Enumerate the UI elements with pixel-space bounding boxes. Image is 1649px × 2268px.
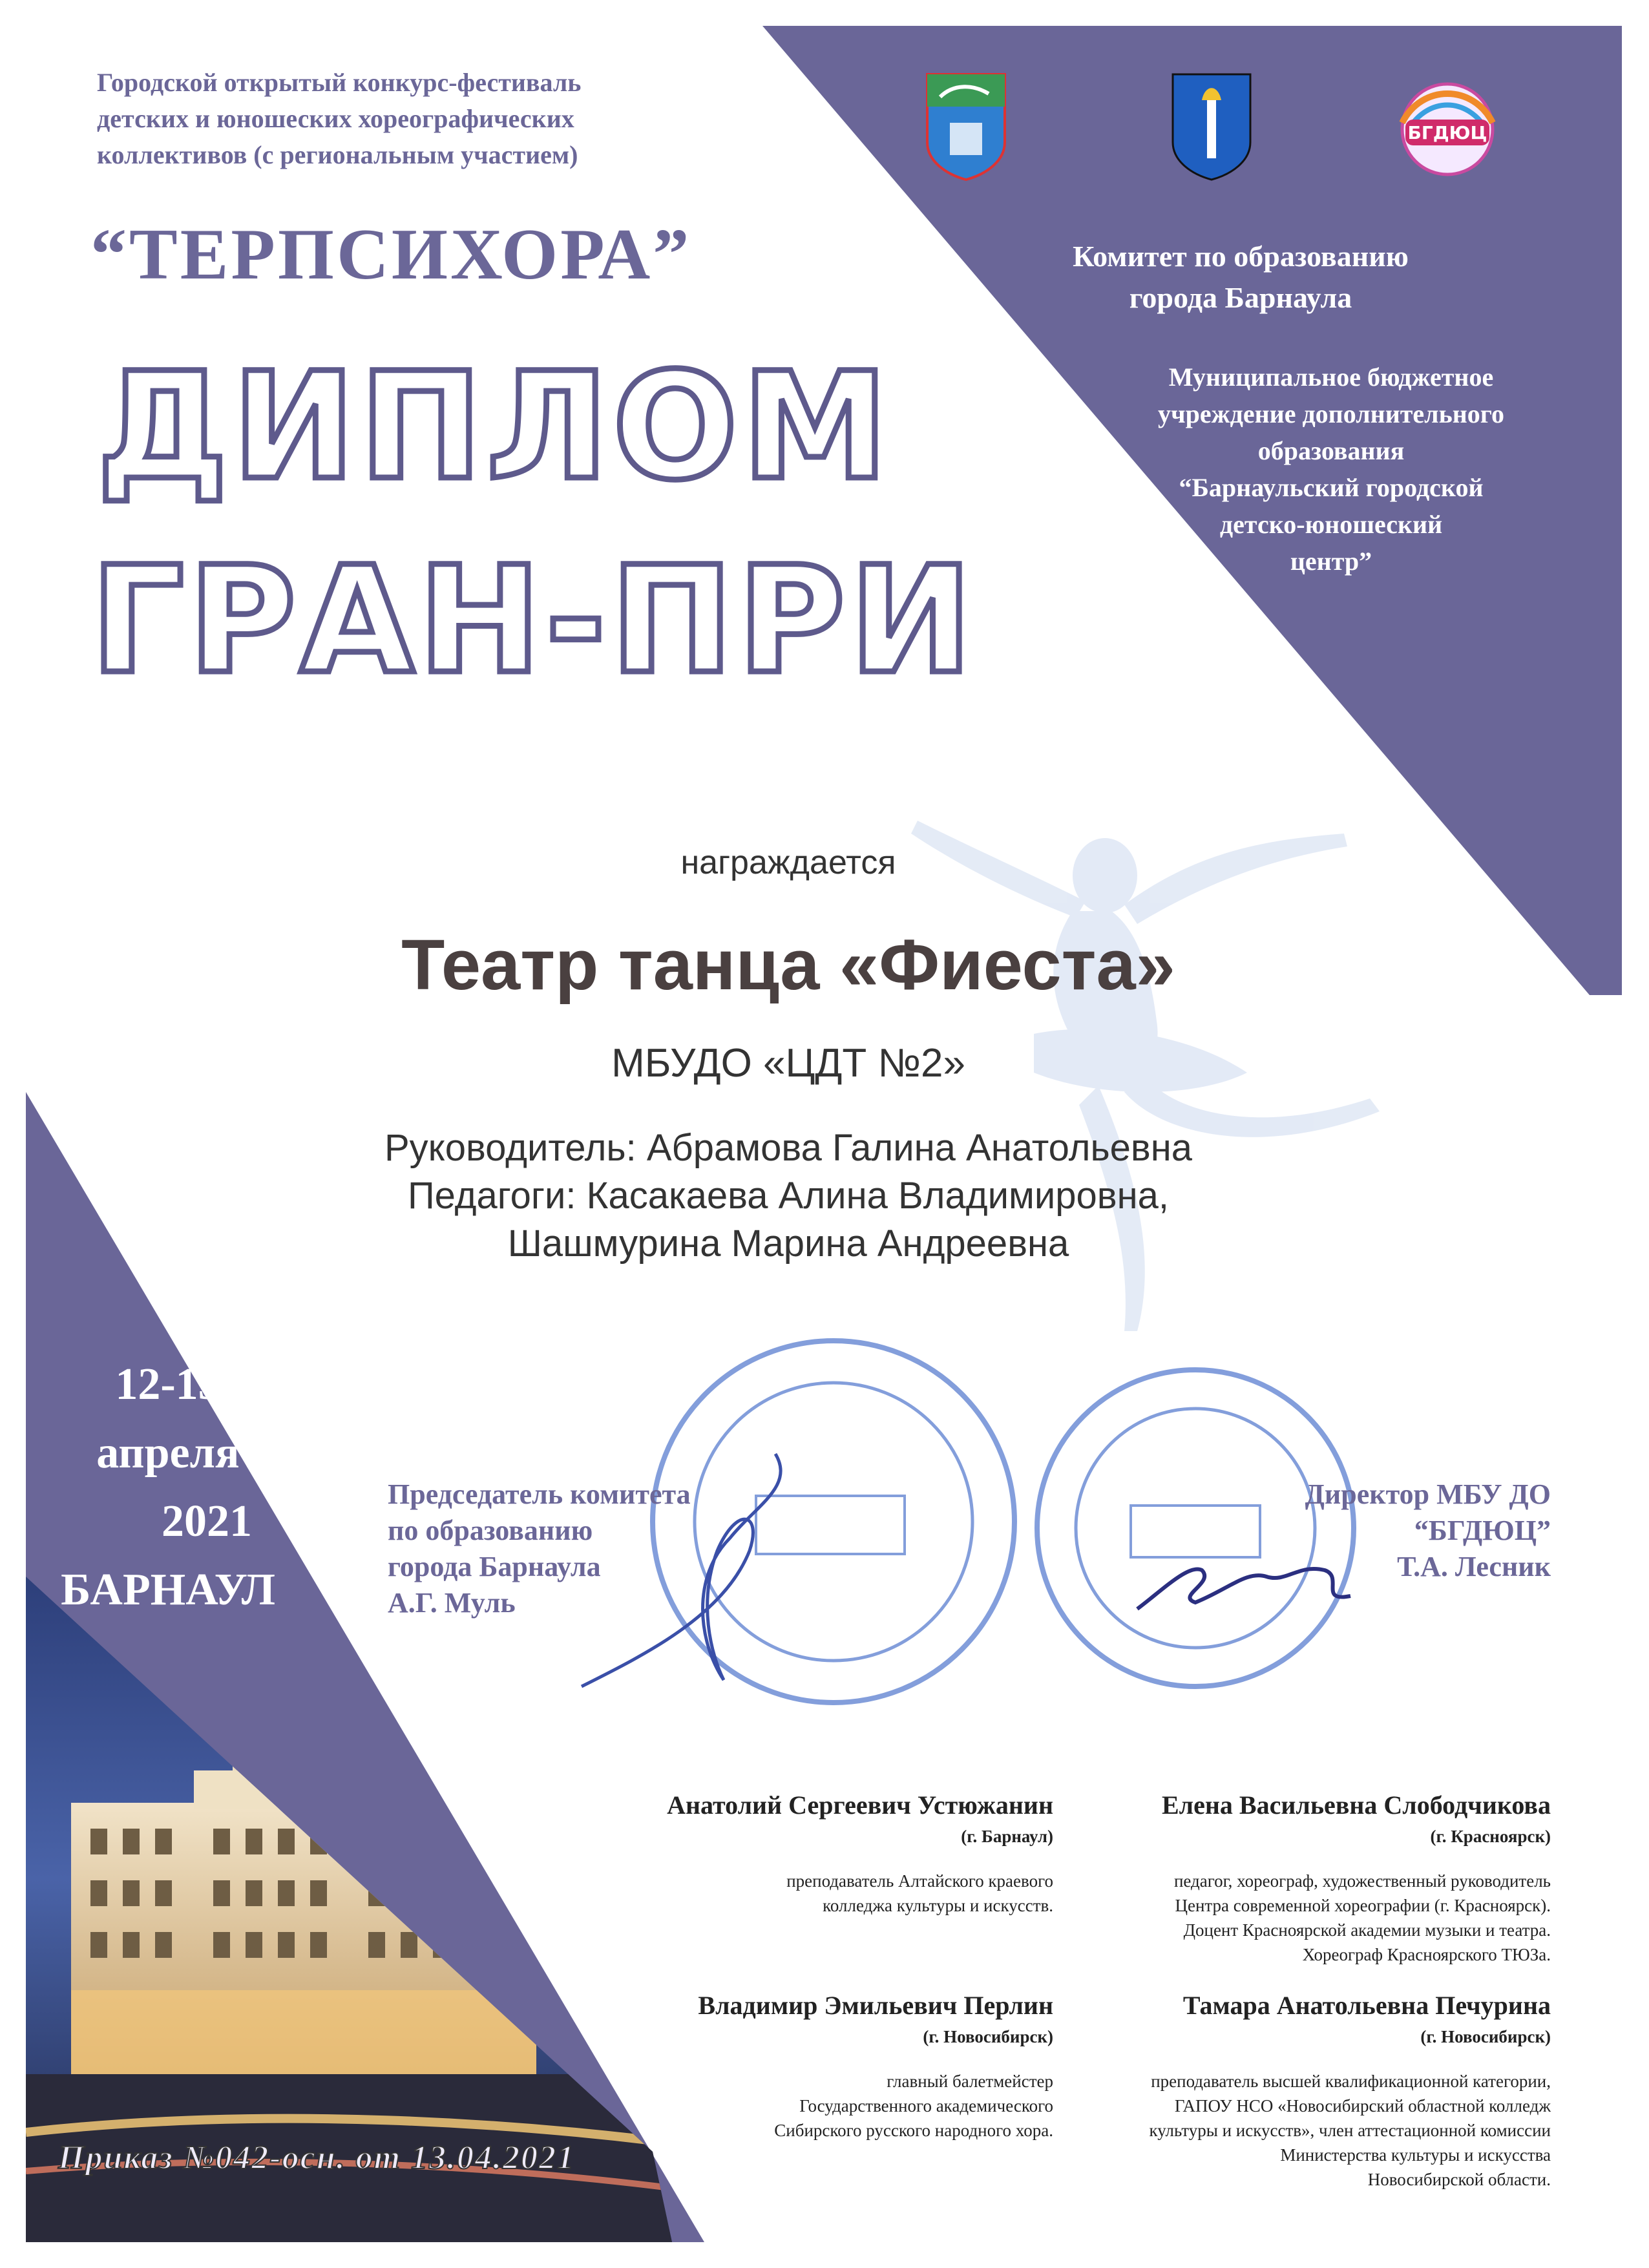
jury-name: Анатолий Сергеевич Устюжанин [667, 1790, 1053, 1820]
jury-description: главный балетмейстер Государственного академического Сибирского русского народного хора. [774, 2072, 1053, 2140]
jury-member [536, 1790, 1053, 1918]
teachers-line-2: Шашмурина Марина Андреевна [507, 1223, 1069, 1265]
jury-description: преподаватель высшей квалификационной категории, ГАПОУ НСО «Новосибирский областной колледж культуры и искусств», член аттестационной комиссии Министерства культуры и искусства Новосибирской области. [1149, 2072, 1551, 2189]
event-date-block [26, 1350, 310, 1624]
jury-member [536, 1990, 1053, 2143]
festival-description: Городской открытый конкурс-фестиваль детских и юношеских хореографических коллективов (с региональным участием) [97, 68, 582, 169]
event-year: 2021 [162, 1496, 252, 1546]
diploma-title: ДИПЛОМ [97, 341, 892, 512]
grand-prix-title: ГРАН-ПРИ [90, 534, 977, 706]
organizer-committee: Комитет по образованию города Барнаула [1073, 240, 1409, 314]
jury-description: преподаватель Алтайского краевого колледжа культуры и искусств. [786, 1871, 1053, 1915]
barnaul-coat-of-arms-icon [924, 71, 1008, 181]
sign-left-line-4: А.Г. Муль [388, 1587, 516, 1619]
sign-right-line-1: Директор МБУ ДО [1305, 1478, 1551, 1510]
jury-name: Елена Васильевна Слободчикова [1161, 1790, 1551, 1820]
sign-right-line-2: “БГДЮЦ” [1414, 1515, 1551, 1546]
jury-name: Тамара Анатольевна Печурина [1182, 1991, 1551, 2020]
signature-block-right [1098, 1476, 1551, 1585]
sign-left-line-1: Председатель комитета [388, 1478, 691, 1510]
bgdyuc-logo-icon [1383, 71, 1512, 181]
awarded-label: награждается [680, 844, 896, 881]
jury-member [1034, 1990, 1551, 2192]
signature-block-left [388, 1476, 788, 1621]
festival-name: “ТЕРПСИХОРА” [90, 215, 692, 295]
event-month: апреля [96, 1428, 240, 1478]
event-dates: 12-13 [115, 1360, 221, 1409]
order-number: Приказ №042-осн. от 13.04.2021 [58, 2139, 576, 2176]
sign-left-line-2: по образованию [388, 1515, 593, 1546]
teachers-line-1: Педагоги: Касакаева Алина Владимировна, [407, 1175, 1170, 1217]
jury-city: (г. Барнаул) [961, 1827, 1053, 1846]
jury-city: (г. Новосибирск) [923, 2027, 1053, 2046]
jury-description: педагог, хореограф, художественный руководитель Центра современной хореографии (г. Красноярск). Доцент Красноярской академии музыки и театра. Хореограф Красноярского ТЮЗа. [1173, 1871, 1551, 1964]
leaders-block [271, 1124, 1305, 1268]
organizer-center: Муниципальное бюджетное учреждение дополнительного образования “Барнаульский городской детско-юношеский центр” [1158, 362, 1504, 576]
event-city: БАРНАУЛ [61, 1565, 275, 1615]
jury-city: (г. Красноярск) [1430, 1827, 1551, 1846]
jury-name: Владимир Эмильевич Перлин [698, 1991, 1053, 2020]
sign-right-line-3: Т.А. Лесник [1397, 1551, 1551, 1582]
recipient-name: Театр танца «Фиеста» [401, 925, 1175, 1005]
sign-left-line-3: города Барнаула [388, 1551, 601, 1582]
education-committee-emblem-icon [1170, 71, 1254, 181]
leader-line: Руководитель: Абрамова Галина Анатольевна [384, 1127, 1193, 1169]
bgdyuc-logo-text: БГДЮЦ [1407, 122, 1487, 143]
institution-name: МБУДО «ЦДТ №2» [611, 1041, 965, 1086]
jury-city: (г. Новосибирск) [1420, 2027, 1551, 2046]
jury-member [1034, 1790, 1551, 1967]
